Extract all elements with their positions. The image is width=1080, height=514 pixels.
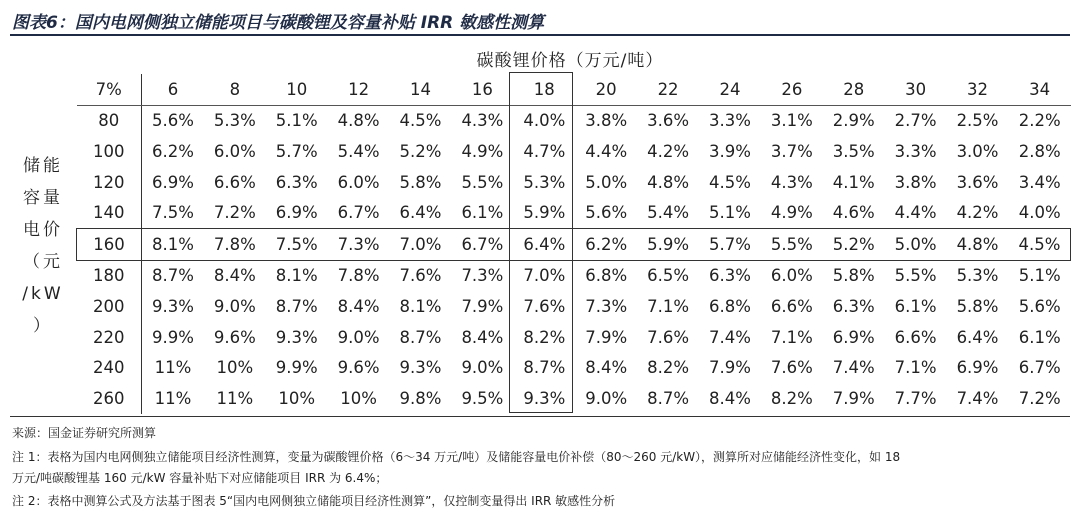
irr-cell: 11% [216,388,254,408]
irr-cell: 8.1% [142,228,204,260]
irr-cell: 8.7% [399,327,442,347]
irr-cell: 5.9% [637,228,699,260]
column-header-price: 28 [823,74,885,105]
irr-cell: 8.2% [523,327,566,347]
irr-cell: 5.1% [709,203,751,223]
irr-cell: 6.4% [399,203,442,223]
irr-cell: 6.9% [151,172,194,192]
irr-cell: 2.5% [956,111,999,131]
row-axis-label-line: 容量 [23,188,63,208]
irr-cell: 6.9% [832,327,875,347]
source-note: 来源：国金证券研究所测算 [12,426,157,440]
table-bottom-divider [10,416,1070,417]
irr-cell: 8.4% [709,388,751,408]
irr-cell: 7.2% [1018,388,1061,408]
irr-cell: 10% [216,358,254,378]
irr-cell: 6.3% [709,266,751,286]
table-row [77,322,1071,353]
irr-cell: 7.4% [956,388,999,408]
irr-cell: 8.7% [275,296,318,316]
irr-cell: 7.1% [894,358,937,378]
irr-cell: 5.1% [1018,266,1061,286]
column-axis-label: 碳酸锂价格（万元/吨） [476,51,664,71]
table-row [77,260,1071,291]
irr-cell: 5.8% [832,266,875,286]
irr-cell: 3.5% [832,141,875,161]
irr-cell: 4.3% [770,172,813,192]
irr-cell: 9.0% [461,358,504,378]
irr-cell: 5.6% [1018,296,1061,316]
irr-cell: 9.5% [461,388,504,408]
irr-cell: 5.3% [523,172,566,192]
column-header-price: 14 [390,74,452,105]
irr-cell: 6.5% [647,266,690,286]
irr-cell: 3.3% [709,111,751,131]
irr-cell: 3.9% [709,141,751,161]
irr-cell: 6.2% [575,228,637,260]
irr-cell: 8.2% [770,388,813,408]
irr-cell: 5.3% [956,266,999,286]
table-row [77,167,1071,198]
irr-cell: 6.2% [151,141,194,161]
irr-cell: 8.1% [399,296,442,316]
column-header-price: 26 [761,74,823,105]
irr-cell: 9.3% [399,358,442,378]
irr-cell: 8.4% [585,358,628,378]
irr-cell: 7.0% [390,228,452,260]
irr-cell: 7.9% [461,296,504,316]
row-header-capacity-price: 80 [77,105,142,136]
irr-cell: 3.7% [770,141,813,161]
irr-cell: 6.1% [461,203,504,223]
column-header-price: 8 [204,74,266,105]
row-header-capacity-price: 240 [77,352,142,383]
table-row [77,291,1071,322]
irr-cell: 3.4% [1018,172,1061,192]
irr-cell: 4.8% [337,111,380,131]
row-header-capacity-price: 200 [77,291,142,322]
irr-cell: 6.4% [513,228,575,260]
irr-cell: 6.8% [585,266,628,286]
irr-cell: 6.7% [451,228,513,260]
title-divider [10,34,1070,36]
irr-cell: 7.2% [213,203,256,223]
row-axis-label-line: ） [33,316,53,336]
irr-cell: 4.0% [523,111,566,131]
column-header-price: 10 [266,74,328,105]
irr-cell: 4.8% [647,172,690,192]
irr-cell: 7.0% [523,266,566,286]
irr-cell: 6.3% [275,172,318,192]
irr-cell: 5.8% [956,296,999,316]
irr-cell: 7.9% [709,358,751,378]
column-header-price: 24 [699,74,761,105]
irr-cell: 5.0% [885,228,947,260]
irr-cell: 4.1% [832,172,875,192]
irr-cell: 7.4% [709,327,751,347]
row-header-capacity-price: 120 [77,167,142,198]
row-axis-label-line: 电价 [23,220,63,240]
irr-cell: 8.7% [151,266,194,286]
irr-cell: 6.6% [894,327,937,347]
irr-cell: 6.7% [1018,358,1061,378]
column-header-price: 20 [575,74,637,105]
irr-cell: 5.5% [461,172,504,192]
irr-cell: 5.1% [275,111,318,131]
irr-cell: 5.5% [894,266,937,286]
irr-cell: 3.6% [956,172,999,192]
column-header-price: 30 [885,74,947,105]
irr-cell: 4.9% [770,203,813,223]
irr-cell: 5.6% [585,203,628,223]
corner-cell: 7% [77,74,142,105]
column-header-price: 34 [1008,74,1070,105]
irr-cell: 2.2% [1018,111,1061,131]
note-1-line-1: 注 1：表格为国内电网侧独立储能项目经济性测算，变量为碳酸锂价格（6～34 万元/吨）及储能容量电价补偿（80～260 元/kW），测算所对应储能经济性变化，如 18 [12,450,901,464]
irr-cell: 3.8% [894,172,937,192]
irr-cell: 9.6% [213,327,256,347]
irr-cell: 7.7% [894,388,937,408]
irr-cell: 5.9% [523,203,566,223]
irr-cell: 9.3% [523,388,566,408]
row-header-capacity-price: 140 [77,197,142,228]
irr-cell: 3.6% [647,111,690,131]
irr-cell: 4.5% [399,111,442,131]
column-header-price: 32 [947,74,1009,105]
sensitivity-table [76,74,1071,414]
irr-cell: 4.5% [1008,228,1070,260]
table-row [77,352,1071,383]
irr-cell: 7.6% [770,358,813,378]
table-row [77,105,1071,136]
column-header-price: 6 [142,74,204,105]
row-header-capacity-price: 220 [77,322,142,353]
irr-cell: 9.9% [151,327,194,347]
irr-cell: 2.8% [1018,141,1061,161]
irr-cell: 6.0% [213,141,256,161]
irr-cell: 5.2% [399,141,442,161]
irr-cell: 5.8% [399,172,442,192]
table-row [77,197,1071,228]
irr-cell: 11% [154,388,192,408]
irr-cell: 8.2% [647,358,690,378]
irr-cell: 6.0% [770,266,813,286]
irr-cell: 7.6% [647,327,690,347]
irr-cell: 6.3% [832,296,875,316]
irr-cell: 6.1% [1018,327,1061,347]
irr-cell: 9.8% [399,388,442,408]
row-axis-label-line: 储能 [23,156,63,176]
note-2: 注 2：表格中测算公式及方法基于图表 5“国内电网侧独立储能项目经济性测算”，仅控制变量得出 IRR 敏感性分析 [12,494,616,508]
column-header-price: 22 [637,74,699,105]
table-row [77,136,1071,167]
irr-cell: 10% [340,388,377,408]
irr-cell: 3.1% [770,111,813,131]
irr-cell: 7.1% [770,327,813,347]
irr-cell: 6.6% [770,296,813,316]
row-header-capacity-price: 260 [77,383,142,414]
irr-cell: 7.9% [585,327,628,347]
column-header-price: 12 [328,74,390,105]
irr-cell: 4.4% [585,141,628,161]
table-row [77,383,1071,414]
irr-cell: 7.5% [266,228,328,260]
irr-cell: 6.4% [956,327,999,347]
row-header-capacity-price: 180 [77,260,142,291]
irr-cell: 4.7% [523,141,566,161]
irr-cell: 10% [278,388,316,408]
column-header-price: 16 [451,74,513,105]
irr-cell: 5.0% [585,172,628,192]
irr-cell: 5.4% [337,141,380,161]
irr-cell: 2.9% [832,111,875,131]
irr-cell: 5.5% [761,228,823,260]
irr-cell: 5.7% [699,228,761,260]
irr-cell: 7.8% [337,266,380,286]
irr-cell: 5.7% [275,141,318,161]
column-header-price: 18 [513,74,575,105]
table-row [77,228,1071,260]
header-row [77,74,1071,105]
irr-cell: 9.9% [275,358,318,378]
irr-cell: 7.1% [647,296,690,316]
row-axis-label-line: /kW [22,284,64,304]
irr-cell: 6.8% [709,296,751,316]
irr-cell: 4.2% [647,141,690,161]
irr-cell: 7.6% [399,266,442,286]
irr-cell: 6.9% [956,358,999,378]
irr-cell: 4.4% [894,203,937,223]
irr-cell: 6.1% [894,296,937,316]
irr-cell: 6.6% [213,172,256,192]
irr-cell: 9.0% [585,388,628,408]
irr-cell: 8.4% [461,327,504,347]
irr-cell: 7.9% [832,388,875,408]
note-1-line-2: 万元/吨碳酸锂基 160 元/kW 容量补贴下对应储能项目 IRR 为 6.4%； [12,471,388,485]
irr-cell: 4.2% [956,203,999,223]
irr-cell: 6.0% [337,172,380,192]
irr-cell: 9.3% [151,296,194,316]
irr-cell: 3.0% [956,141,999,161]
irr-cell: 7.4% [832,358,875,378]
irr-cell: 6.9% [275,203,318,223]
irr-cell: 7.5% [151,203,194,223]
irr-cell: 6.7% [337,203,380,223]
irr-cell: 11% [154,358,192,378]
irr-cell: 7.3% [328,228,390,260]
irr-cell: 7.6% [523,296,566,316]
irr-cell: 4.0% [1018,203,1061,223]
irr-cell: 9.0% [337,327,380,347]
irr-cell: 7.3% [585,296,628,316]
irr-cell: 8.7% [523,358,566,378]
irr-cell: 3.8% [585,111,628,131]
irr-cell: 9.3% [275,327,318,347]
row-axis-label [18,150,68,342]
row-header-capacity-price: 100 [77,136,142,167]
row-header-capacity-price: 160 [77,228,142,260]
irr-cell: 8.7% [647,388,690,408]
irr-cell: 2.7% [894,111,937,131]
irr-cell: 8.4% [213,266,256,286]
irr-cell: 4.3% [461,111,504,131]
figure-title: 图表6：国内电网侧独立储能项目与碳酸锂及容量补贴 IRR 敏感性测算 [12,13,545,33]
row-axis-label-line: （元 [23,252,63,272]
irr-cell: 5.2% [823,228,885,260]
irr-cell: 8.1% [275,266,318,286]
irr-cell: 4.8% [947,228,1009,260]
irr-cell: 7.8% [204,228,266,260]
irr-cell: 5.6% [151,111,194,131]
irr-cell: 4.5% [709,172,751,192]
irr-cell: 4.9% [461,141,504,161]
irr-cell: 5.3% [213,111,256,131]
irr-cell: 7.3% [461,266,504,286]
irr-cell: 9.0% [213,296,256,316]
irr-cell: 4.6% [832,203,875,223]
irr-cell: 3.3% [894,141,937,161]
irr-cell: 5.4% [647,203,690,223]
irr-cell: 9.6% [337,358,380,378]
irr-cell: 8.4% [337,296,380,316]
